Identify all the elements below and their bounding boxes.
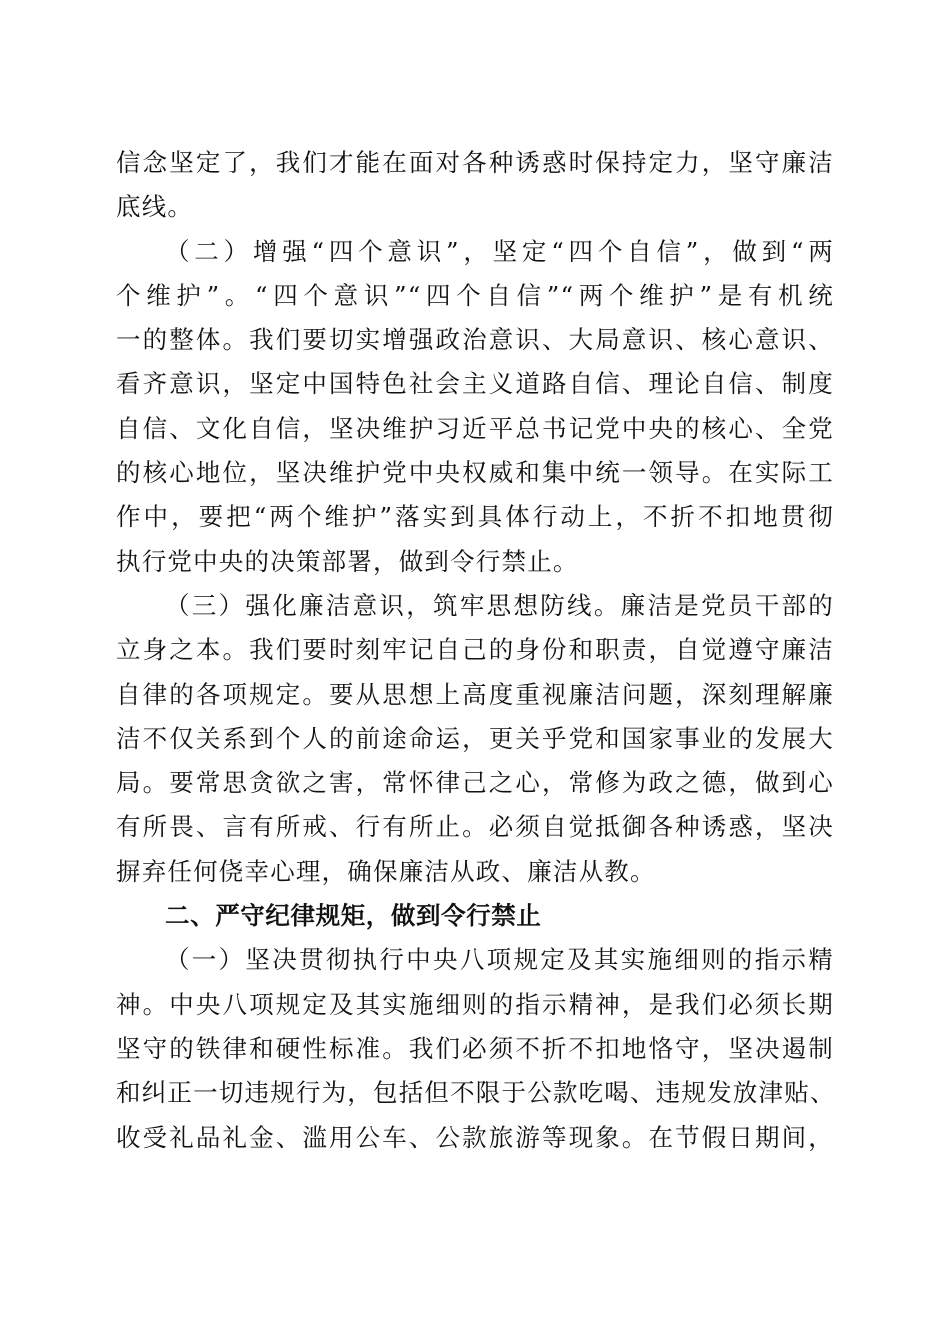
text-line: 自信、文化自信，坚决维护习近平总书记党中央的核心、全党 (116, 413, 834, 443)
text-line: 执行党中央的决策部署，做到令行禁止。 (116, 546, 579, 576)
text-line: 作中，要把“两个维护”落实到具体行动上，不折不扣地贯彻 (116, 502, 834, 532)
paragraph (116, 584, 834, 894)
text-line: 立身之本。我们要时刻牢记自己的身份和职责，自觉遵守廉洁 (116, 635, 834, 665)
paragraph (116, 141, 834, 230)
text-line: （三）强化廉洁意识，筑牢思想防线。廉洁是党员干部的 (165, 590, 834, 620)
text-line: 信念坚定了，我们才能在面对各种诱惑时保持定力，坚守廉洁 (116, 148, 834, 177)
text-line: 的核心地位，坚决维护党中央权威和集中统一领导。在实际工 (116, 458, 834, 488)
text-line: 自律的各项规定。要从思想上高度重视廉洁问题，深刻理解廉 (116, 679, 834, 709)
text-line: 局。要常思贪欲之害，常怀律己之心，常修为政之德，做到心 (116, 768, 834, 798)
text-line: （二）增强“四个意识”，坚定“四个自信”，做到“两 (165, 236, 834, 266)
text-line: 收受礼品礼金、滥用公车、公款旅游等现象。在节假日期间， (116, 1122, 834, 1152)
section-heading (116, 894, 834, 938)
text-line: 一的整体。我们要切实增强政治意识、大局意识、核心意识、 (116, 325, 834, 355)
text-line: 个维护”。“四个意识”“四个自信”“两个维护”是有机统 (116, 280, 834, 310)
document-body (116, 141, 834, 1160)
text-line: 二、严守纪律规矩，做到令行禁止 (165, 901, 542, 931)
text-line: 摒弃任何侥幸心理，确保廉洁从政、廉洁从教。 (116, 856, 656, 886)
text-line: 和纠正一切违规行为，包括但不限于公款吃喝、违规发放津贴、 (116, 1078, 836, 1108)
text-line: 有所畏、言有所戒、行有所止。必须自觉抵御各种诱惑，坚决 (116, 812, 834, 842)
text-line: 底线。 (116, 192, 194, 222)
paragraph (116, 938, 834, 1159)
text-line: 洁不仅关系到个人的前途命运，更关乎党和国家事业的发展大 (116, 723, 834, 753)
paragraph (116, 230, 834, 584)
text-line: （一）坚决贯彻执行中央八项规定及其实施细则的指示精 (165, 945, 834, 975)
text-line: 坚守的铁律和硬性标准。我们必须不折不扣地恪守，坚决遏制 (116, 1033, 834, 1063)
text-line: 看齐意识，坚定中国特色社会主义道路自信、理论自信、制度 (116, 369, 834, 399)
text-line: 神。中央八项规定及其实施细则的指示精神，是我们必须长期 (116, 989, 834, 1019)
